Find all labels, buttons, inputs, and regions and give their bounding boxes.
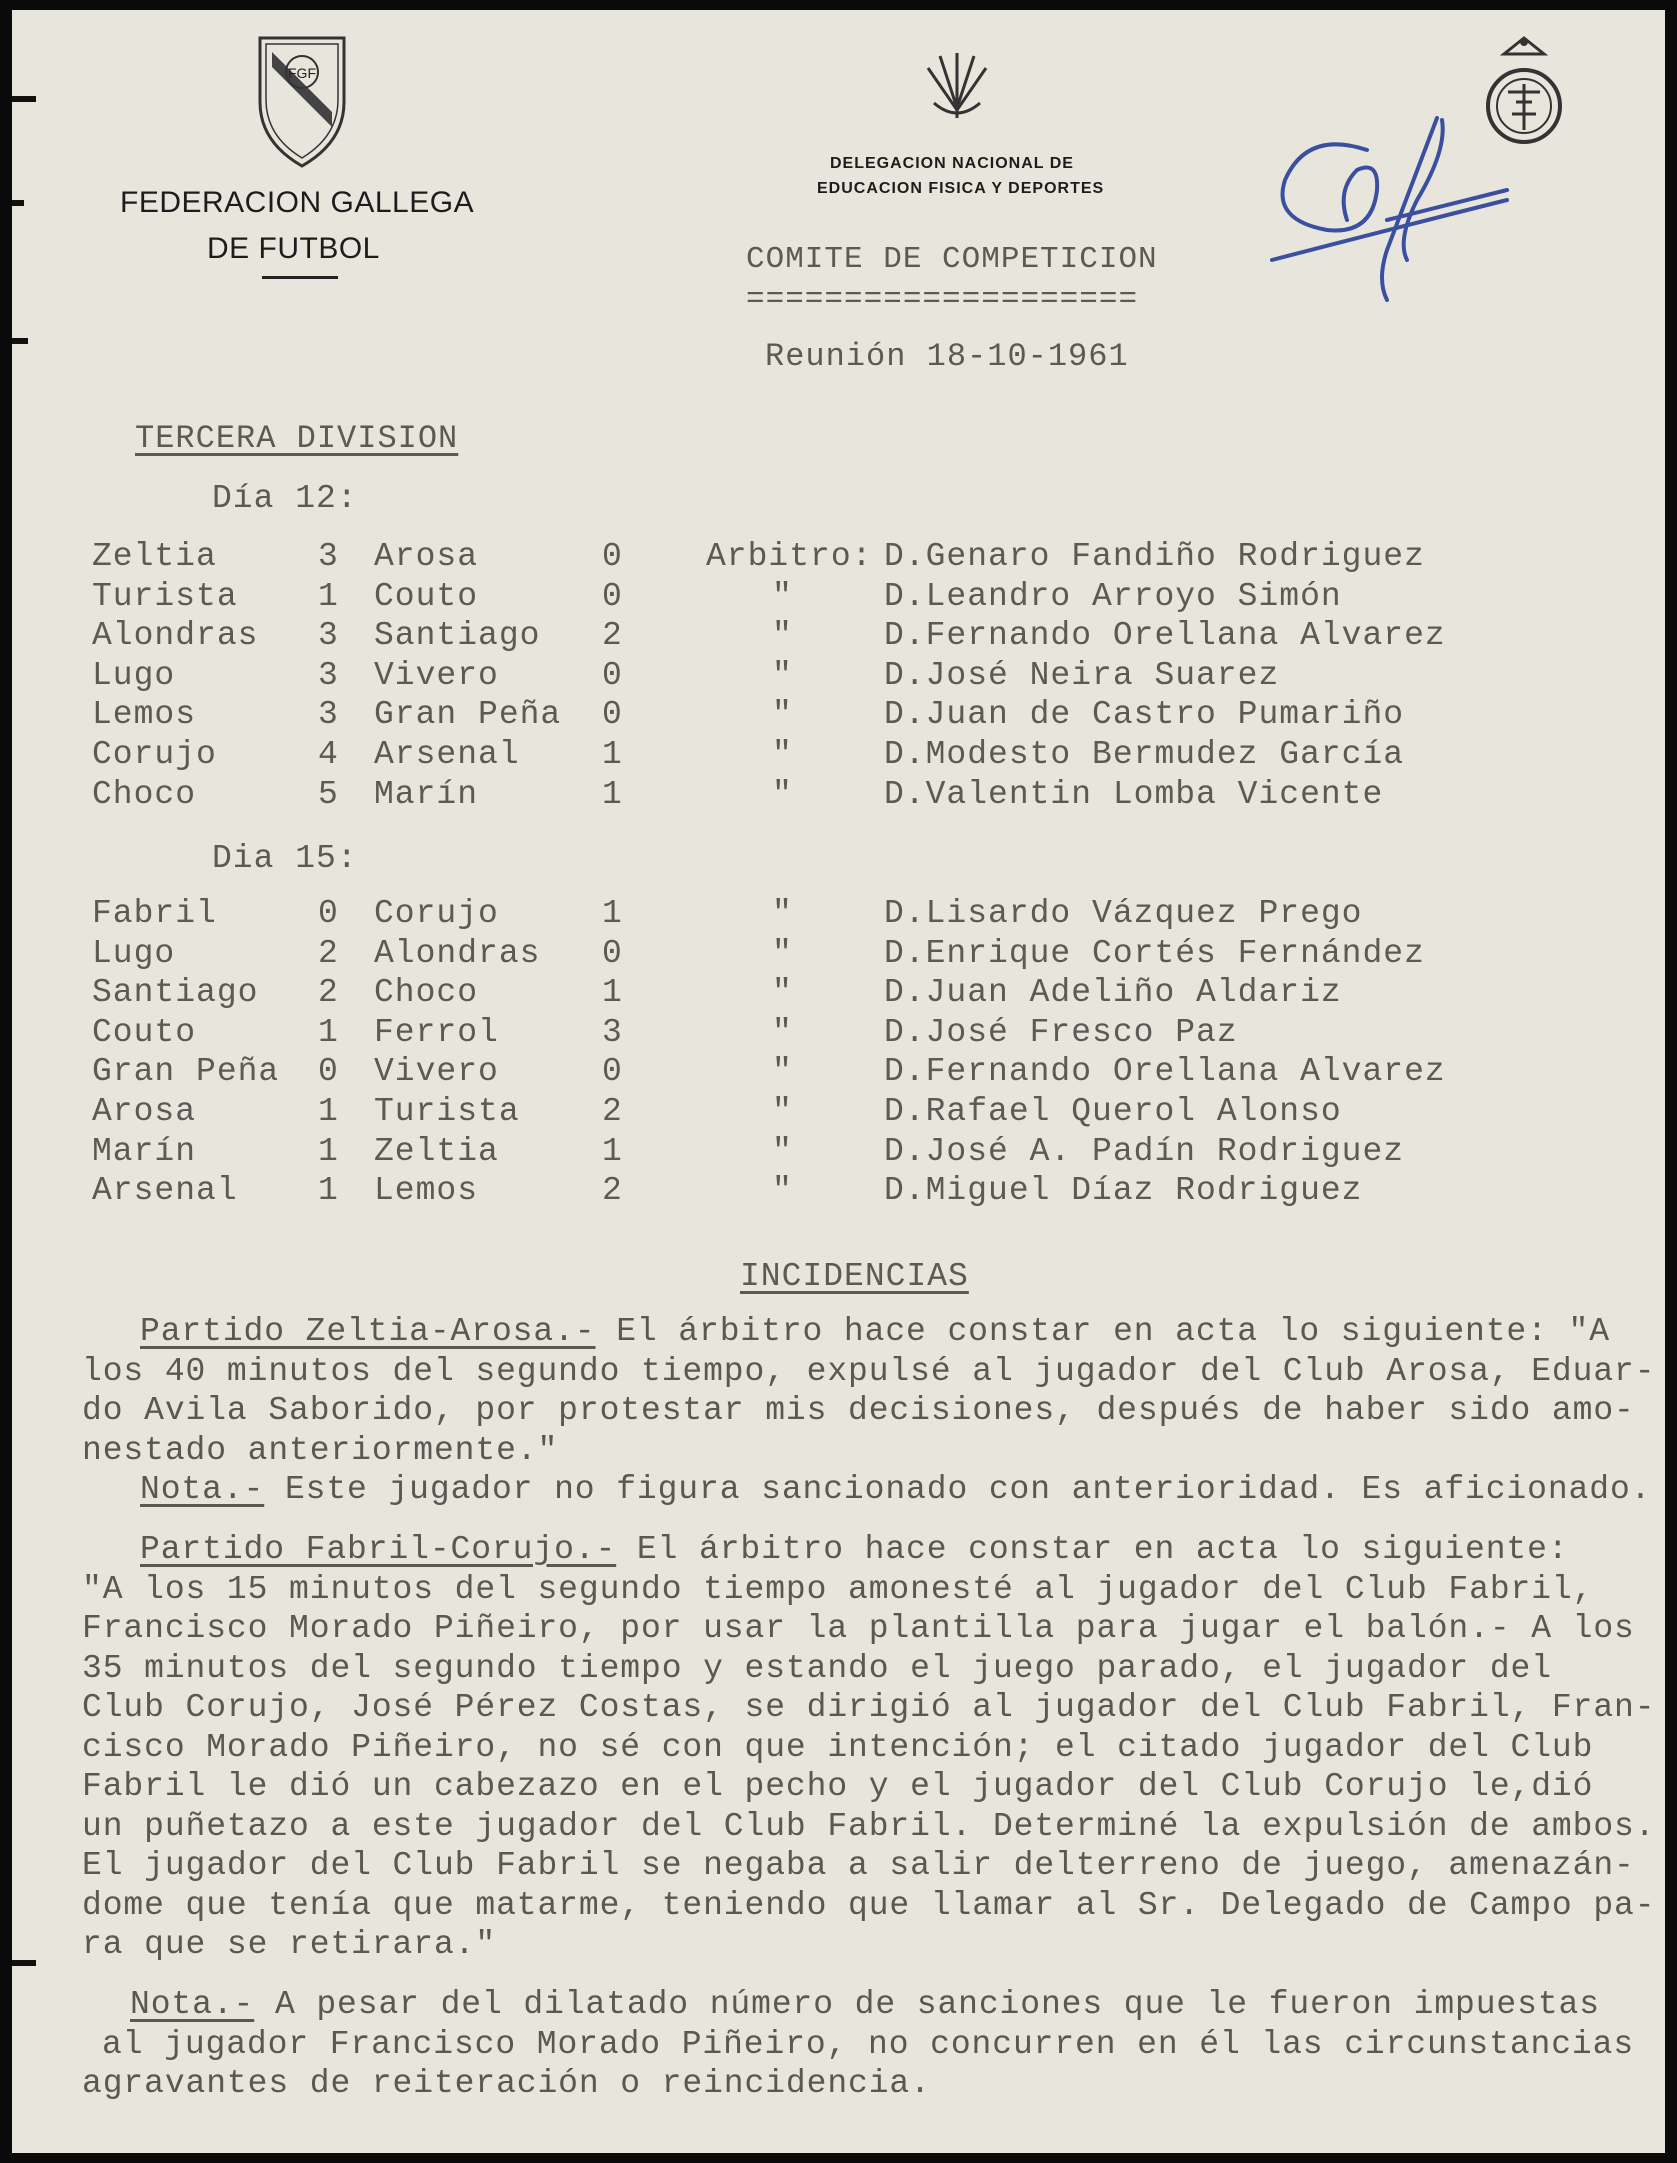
referee-name: D.Miguel Díaz Rodriguez [884, 1172, 1363, 1210]
note2-line: A pesar del dilatado número de sanciones que le fueron impuestas [254, 1986, 1600, 2023]
away-team: Gran Peña [374, 696, 562, 734]
note1-heading: Nota.- [140, 1471, 265, 1508]
federation-divider [262, 276, 338, 279]
incident-fabril-corujo [82, 1530, 1656, 1965]
away-team: Ferrol [374, 1013, 499, 1051]
incident2-line: dome que tenía que matarme, teniendo que llamar al Sr. Delegado de Campo pa- [82, 1886, 1656, 1924]
referee-name: D.Lisardo Vázquez Prego [884, 895, 1363, 932]
incident2-line: ra que se retirara." [82, 1926, 497, 1963]
home-team: Marín [92, 1132, 197, 1170]
incident2-line: 35 minutos del segundo tiempo y estando el juego parado, el jugador del [82, 1649, 1552, 1687]
referee-label: " [772, 775, 793, 813]
away-team: Arsenal [374, 736, 520, 773]
home-team: Gran Peña [92, 1053, 280, 1091]
referee-name: D.Enrique Cortés Fernández [884, 934, 1425, 972]
home-score: 4 [318, 736, 339, 773]
incident-zeltia-arosa [82, 1312, 1656, 1510]
day12-label: Día 12: [212, 480, 358, 517]
referee-name: D.José A. Padín Rodriguez [884, 1132, 1405, 1170]
note1-text: Este jugador no figura sancionado con anterioridad. Es aficionado. [264, 1471, 1652, 1508]
home-score: 2 [318, 974, 339, 1012]
incident1-line: los 40 minutos del segundo tiempo, expulsé al jugador del Club Arosa, Eduar- [82, 1352, 1656, 1390]
away-score: 1 [602, 775, 623, 813]
delegation-line2: EDUCACION FISICA Y DEPORTES [817, 180, 1105, 197]
away-score: 2 [602, 1093, 623, 1130]
away-score: 1 [602, 736, 623, 773]
home-team: Choco [92, 775, 197, 813]
home-team: Corujo [92, 736, 217, 773]
referee-label: " [772, 974, 793, 1012]
away-score: 0 [602, 656, 623, 694]
incident2-line: El jugador del Club Fabril se negaba a salir delterreno de juego, amenazán- [82, 1847, 1635, 1884]
away-team: Vivero [374, 656, 499, 694]
away-team: Marín [374, 775, 479, 813]
referee-label: " [772, 656, 793, 694]
away-score: 0 [602, 538, 623, 575]
note2-line: agravantes de reiteración o reincidencia. [82, 2065, 931, 2102]
home-score: 5 [318, 775, 339, 813]
away-team: Turista [374, 1093, 520, 1130]
committee-title: COMITE DE COMPETICION [746, 242, 1158, 277]
referee-label: " [772, 1013, 793, 1051]
referee-label: " [772, 1053, 793, 1091]
away-team: Zeltia [374, 1132, 499, 1170]
away-team: Arosa [374, 538, 479, 575]
note2-heading: Nota.- [130, 1986, 255, 2023]
away-team: Choco [374, 974, 479, 1012]
home-team: Zeltia [92, 538, 217, 575]
referee-label: " [772, 577, 793, 615]
binder-mark [12, 1960, 36, 1966]
away-score: 0 [602, 1053, 623, 1091]
home-score: 1 [318, 577, 339, 615]
incident1-line: nestado anteriormente." [82, 1431, 559, 1469]
home-score: 0 [318, 895, 339, 932]
home-team: Arsenal [92, 1172, 238, 1210]
incident2-line: cisco Morado Piñeiro, no sé con que intención; el citado jugador del Club [82, 1728, 1594, 1766]
home-team: Lugo [92, 934, 176, 972]
incident2-line: "A los 15 minutos del segundo tiempo amonesté al jugador del Club Fabril, [82, 1570, 1594, 1608]
yoke-arrows-emblem [922, 48, 992, 128]
home-team: Lugo [92, 656, 176, 694]
handwritten-signature [1267, 110, 1517, 310]
committee-rule: ==================== [746, 282, 1139, 317]
home-score: 1 [318, 1013, 339, 1051]
referee-name: D.José Neira Suarez [884, 656, 1280, 694]
federation-name-line2: DE FUTBOL [207, 232, 380, 265]
referee-label: " [772, 736, 793, 773]
incidencias-title: INCIDENCIAS [740, 1258, 969, 1295]
away-score: 2 [602, 617, 623, 655]
incident2-line: El árbitro hace constar en acta lo siguiente: [616, 1531, 1569, 1568]
away-score: 0 [602, 696, 623, 734]
referee-name: D.José Fresco Paz [884, 1013, 1238, 1051]
division-heading: TERCERA DIVISION [135, 420, 459, 457]
referee-name: D.Modesto Bermudez García [884, 736, 1405, 773]
home-score: 0 [318, 1053, 339, 1091]
svg-text:FGF: FGF [288, 65, 316, 81]
referee-label: Arbitro: [706, 538, 873, 575]
away-score: 2 [602, 1172, 623, 1210]
federation-name-line1: FEDERACION GALLEGA [120, 186, 475, 219]
note2-line: al jugador Francisco Morado Piñeiro, no concurren en él las circunstancias [102, 2025, 1635, 2063]
home-score: 1 [318, 1172, 339, 1210]
incident2-line: Fabril le dió un cabezazo en el pecho y el jugador del Club Corujo le,dió [82, 1768, 1594, 1805]
referee-name: D.Juan Adeliño Aldariz [884, 974, 1342, 1012]
home-team: Arosa [92, 1093, 197, 1130]
referee-name: D.Fernando Orellana Alvarez [884, 1053, 1446, 1091]
referee-label: " [772, 1172, 793, 1210]
binder-mark [12, 338, 28, 344]
referee-name: D.Rafael Querol Alonso [884, 1093, 1342, 1130]
away-score: 1 [602, 895, 623, 932]
referee-label: " [772, 1093, 793, 1130]
binder-mark [12, 200, 24, 206]
home-team: Lemos [92, 696, 197, 734]
away-team: Couto [374, 577, 479, 615]
away-score: 1 [602, 1132, 623, 1170]
federation-shield-logo [252, 32, 352, 172]
home-score: 3 [318, 538, 339, 575]
home-team: Turista [92, 577, 238, 615]
day15-label: Dia 15: [212, 840, 358, 877]
incident2-line: un puñetazo a este jugador del Club Fabril. Determiné la expulsión de ambos. [82, 1807, 1656, 1845]
referee-name: D.Leandro Arroyo Simón [884, 577, 1342, 615]
home-team: Alondras [92, 617, 259, 655]
referee-name: D.Fernando Orellana Alvarez [884, 617, 1446, 655]
incident2-line: Club Corujo, José Pérez Costas, se dirigió al jugador del Club Fabril, Fran- [82, 1689, 1656, 1726]
referee-name: D.Juan de Castro Pumariño [884, 696, 1405, 734]
home-team: Fabril [92, 895, 217, 932]
incident1-line: do Avila Saborido, por protestar mis decisiones, después de haber sido amo- [82, 1392, 1635, 1429]
referee-label: " [772, 696, 793, 734]
home-score: 1 [318, 1093, 339, 1130]
delegation-line1: DELEGACION NACIONAL DE [830, 155, 1074, 172]
referee-name: D.Genaro Fandiño Rodriguez [884, 538, 1425, 575]
away-score: 0 [602, 934, 623, 972]
home-team: Santiago [92, 974, 259, 1012]
away-team: Lemos [374, 1172, 479, 1210]
away-team: Santiago [374, 617, 541, 655]
away-score: 3 [602, 1013, 623, 1051]
note-morado-pineiro [82, 1985, 1652, 2104]
home-score: 1 [318, 1132, 339, 1170]
referee-label: " [772, 895, 793, 932]
referee-label: " [772, 617, 793, 655]
incident2-heading: Partido Fabril-Corujo.- [140, 1531, 617, 1568]
away-team: Alondras [374, 934, 541, 972]
away-team: Vivero [374, 1053, 499, 1091]
incident1-line: El árbitro hace constar en acta lo siguiente: "A [595, 1313, 1610, 1350]
referee-label: " [772, 1132, 793, 1170]
meeting-date: Reunión 18-10-1961 [765, 338, 1129, 375]
referee-name: D.Valentin Lomba Vicente [884, 775, 1384, 813]
home-score: 3 [318, 696, 339, 734]
home-score: 2 [318, 934, 339, 972]
away-score: 0 [602, 577, 623, 615]
home-score: 3 [318, 656, 339, 694]
incident1-heading: Partido Zeltia-Arosa.- [140, 1313, 596, 1350]
binder-mark [12, 96, 36, 102]
document-page [12, 10, 1665, 2153]
home-team: Couto [92, 1013, 197, 1051]
incident2-line: Francisco Morado Piñeiro, por usar la plantilla para jugar el balón.- A los [82, 1610, 1635, 1647]
away-team: Corujo [374, 895, 499, 932]
referee-label: " [772, 934, 793, 972]
away-score: 1 [602, 974, 623, 1012]
home-score: 3 [318, 617, 339, 655]
